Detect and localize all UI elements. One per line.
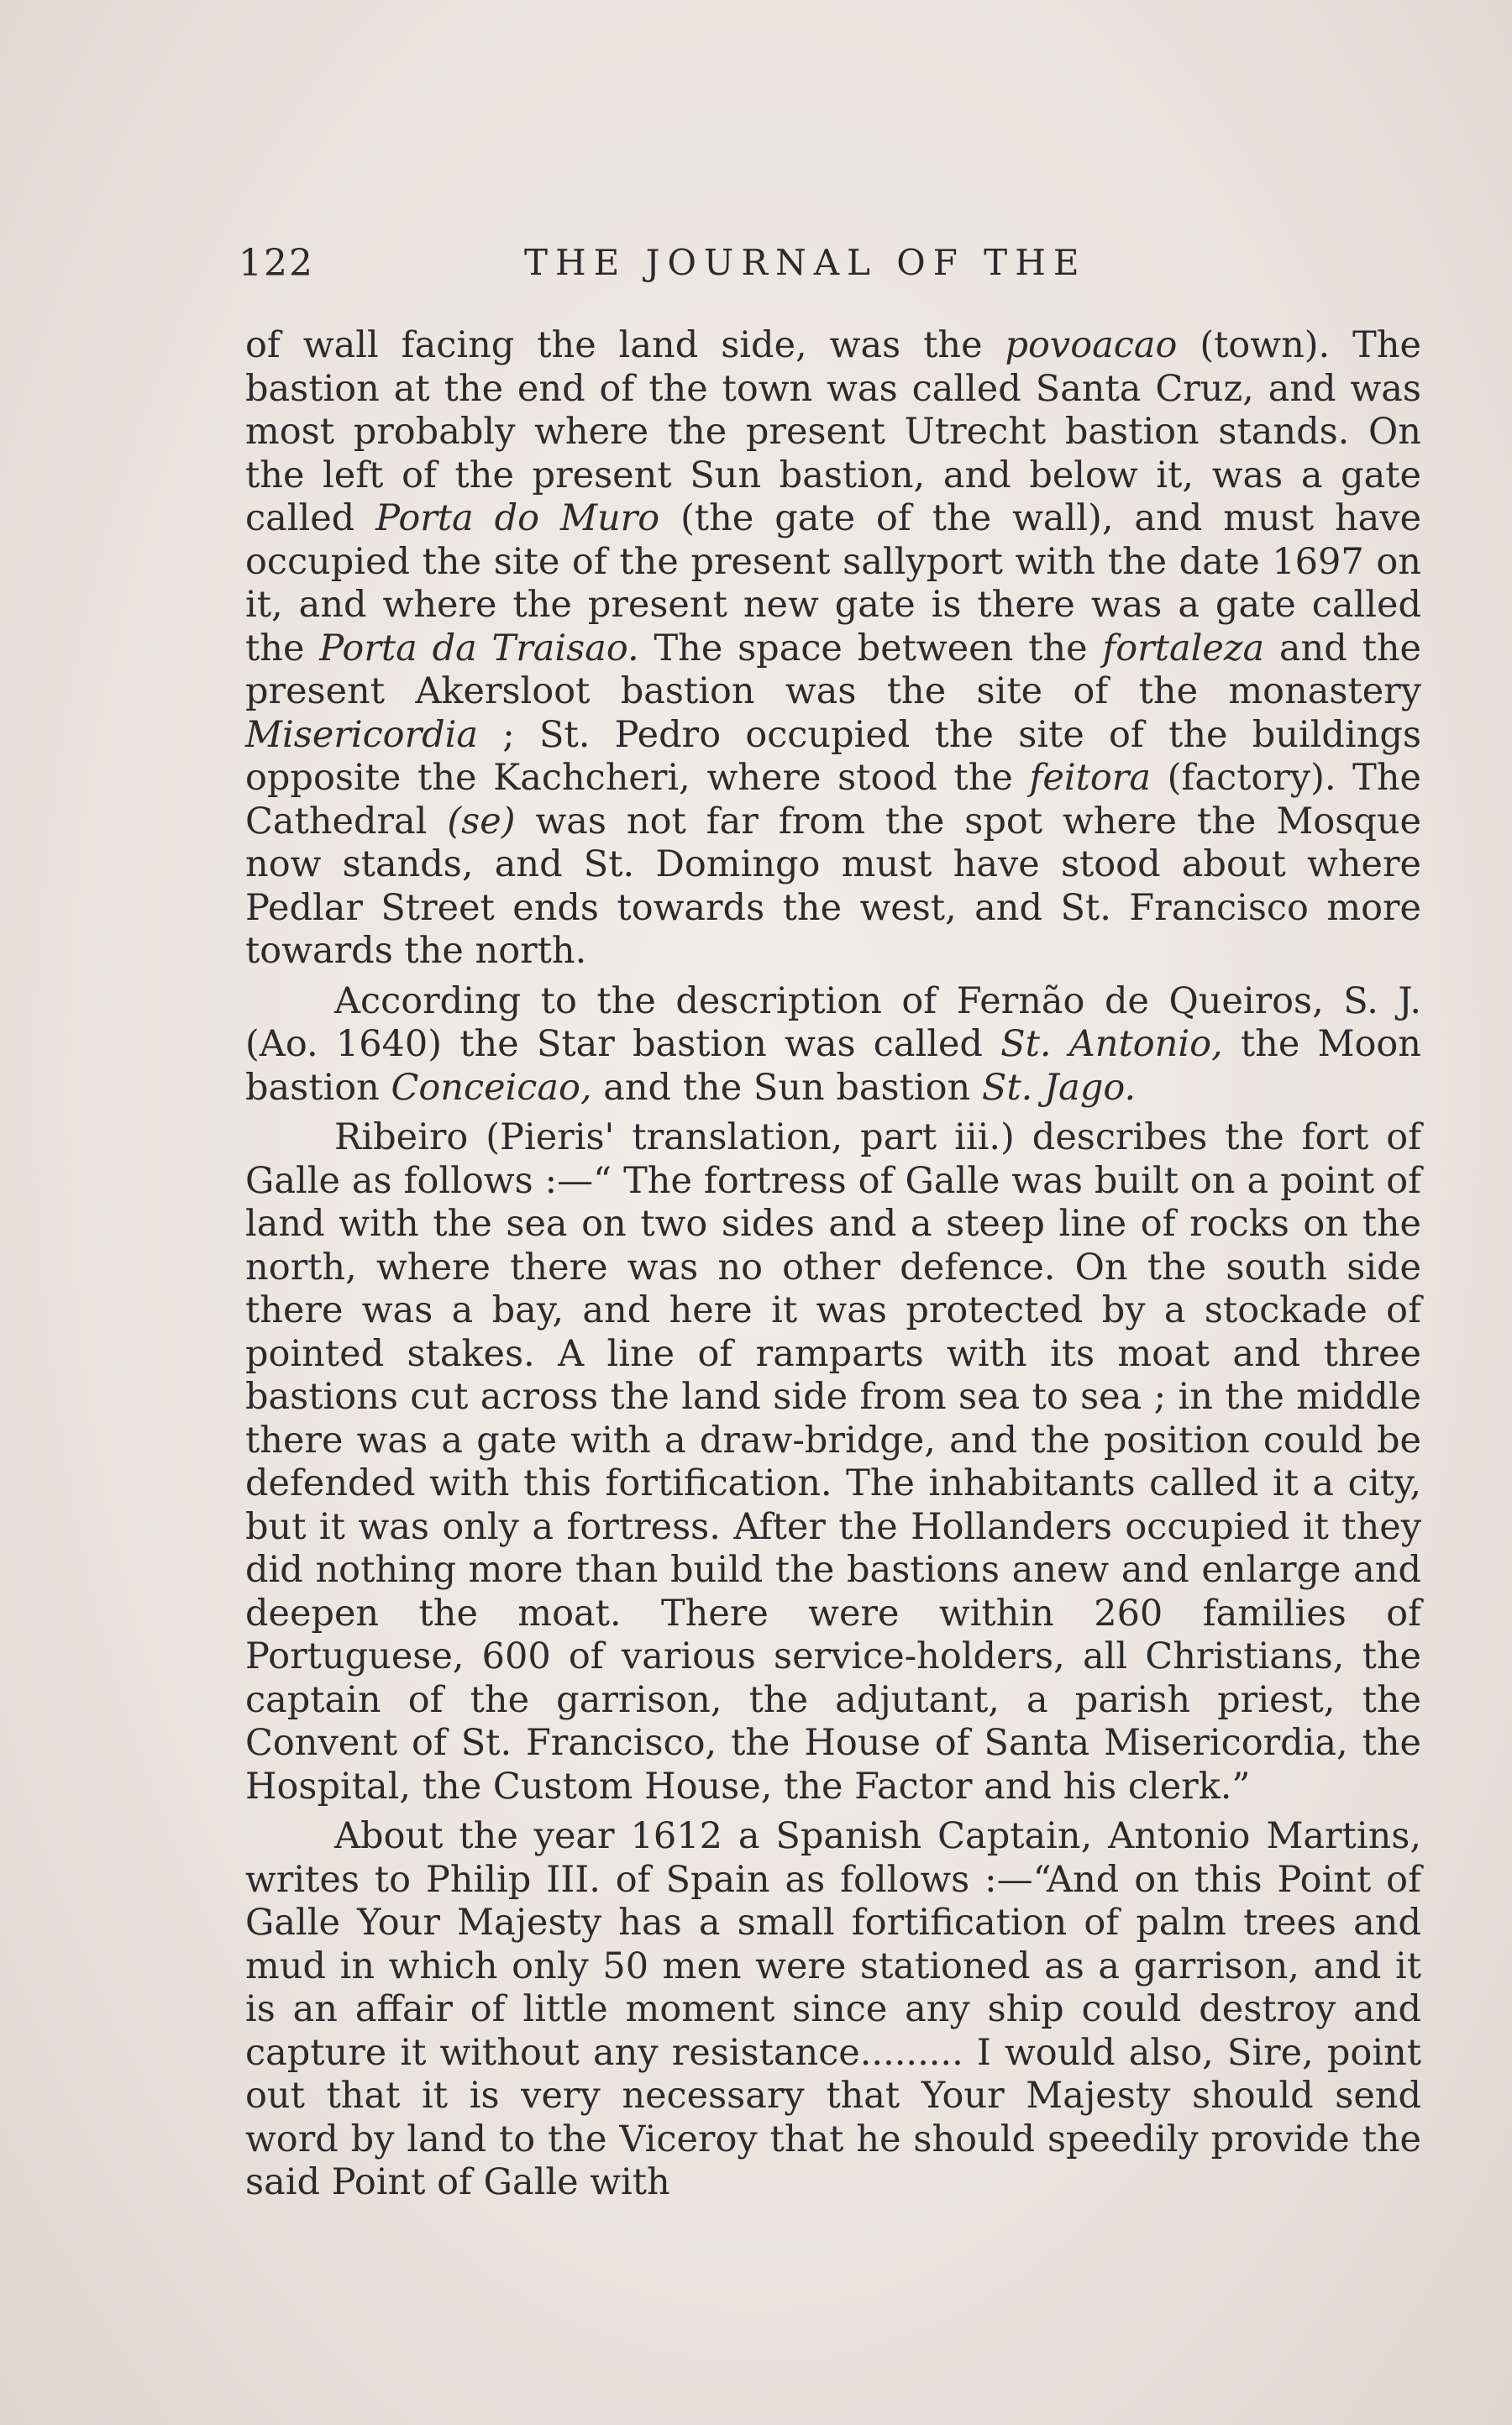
paragraph-3: Ribeiro (Pieris' translation, part iii.) describes the fort of Galle as follows :—“ The fortress of Galle was built on a point of land with the sea on two sides and a steep line of rocks on the north, where there was no other defence. On the south side there was a bay, and here it was protected by a stockade of pointed stakes. A line of ramparts with its moat and three bastions cut across the land side from sea to sea ; in the middle there was a gate with a draw-bridge, and the position could be defended with this fortification. The inhabitants called it a city, but it was only a fortress. After the Hollanders occupied it they did nothing more than build the bastions anew and enlarge and deepen the moat. There were within 260 families of Portuguese, 600 of various service-holders, all Christians, the captain of the garrison, the adjutant, a parish priest, the Convent of St. Francisco, the House of Santa Misericordia, the Hospital, the Custom House, the Factor and his clerk.” <box>245 1116 1421 1808</box>
text-run: the Moon bastion <box>245 1023 1421 1109</box>
italic-term: Porta do Muro <box>375 497 660 539</box>
text-run: of wall facing the land side, was the <box>245 324 1005 366</box>
text-run: (factory). The Cathedral <box>245 757 1422 842</box>
text-run: ; St. Pedro occupied the site of the buildings opposite the Kachcheri, where stood the <box>245 713 1421 799</box>
text-run: (town). The bastion at the end of the town was called Santa Cruz, and was most probably where the present Utrecht bastion stands. On the left of the present Sun bastion, and below it, was a gate called <box>245 324 1422 539</box>
italic-term: feitora <box>1029 757 1151 799</box>
text-run: The space between the <box>638 627 1103 669</box>
page-number: 122 <box>239 242 314 285</box>
running-head: THE JOURNAL OF THE <box>524 242 1087 283</box>
italic-term: povoacao <box>1005 324 1178 366</box>
italic-term: Misericordia <box>245 713 479 756</box>
paragraph-2 <box>245 980 1421 1110</box>
italic-term: St. Jago. <box>981 1066 1137 1109</box>
text-run: (the gate of the wall), and must have occupied the site of the present sallyport with the date 1697 on it, and where the present new gate is there was a gate called the <box>245 497 1422 669</box>
text-run: According to the description of Fernão de Queiros, S. J. (Ao. 1640) the Star bastion was called <box>245 979 1421 1065</box>
text-run: and the present Akersloot bastion was the site of the monastery <box>245 627 1421 712</box>
body-text <box>245 324 1421 2205</box>
italic-term: St. Antonio, <box>1000 1023 1223 1065</box>
italic-term: fortaleza <box>1102 627 1265 669</box>
paragraph-4: About the year 1612 a Spanish Captain, Antonio Martins, writes to Philip III. of Spain as follows :—“And on this Point of Galle Your Majesty has a small fortification of palm trees and mud in which only 50 men were stationed as a garrison, and it is an affair of little moment since any ship could destroy and capture it without any resistance......... I would also, Sire, point out that it is very necessary that Your Majesty should send word by land to the Viceroy that he should speedily provide the said Point of Galle with <box>245 1815 1421 2203</box>
italic-term: Conceicao, <box>391 1066 592 1109</box>
paragraph-1 <box>245 324 1421 974</box>
italic-term: (se) <box>447 800 516 842</box>
text-run: was not far from the spot where the Mosque now stands, and St. Domingo must have stood about where Pedlar Street ends towards the west, and St. Francisco more towards the north. <box>245 800 1421 972</box>
text-run: and the Sun bastion <box>591 1066 982 1109</box>
page-header <box>239 242 1129 292</box>
italic-term: Porta da Traisao. <box>319 627 639 669</box>
